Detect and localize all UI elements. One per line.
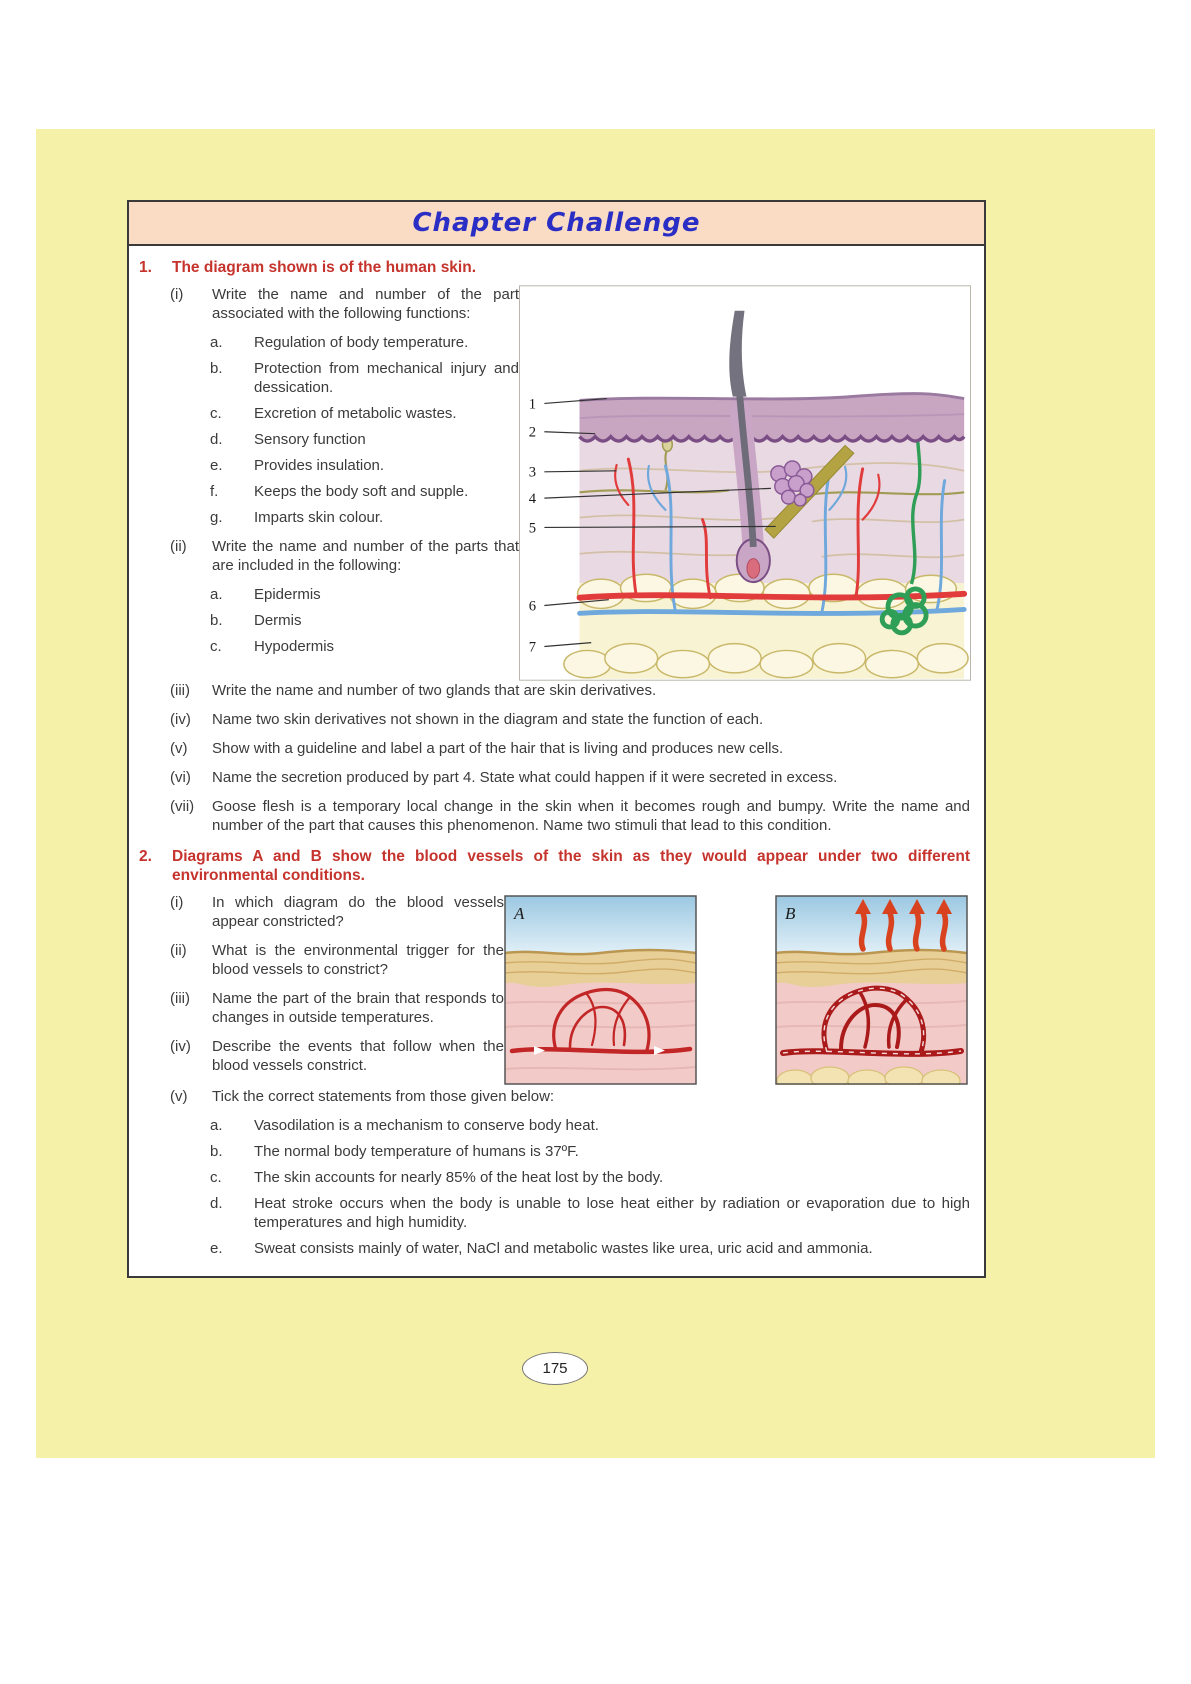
option-text: Excretion of metabolic wastes. bbox=[254, 405, 457, 422]
option-text: The skin accounts for nearly 85% of the heat lost by the body. bbox=[254, 1169, 664, 1186]
skin-surface-band bbox=[776, 950, 967, 987]
q1-item-v bbox=[139, 739, 970, 758]
q2-v-option-c bbox=[139, 1168, 970, 1187]
option-label: d. bbox=[210, 431, 223, 448]
q1-figure-column bbox=[519, 285, 971, 681]
option-text: Heat stroke occurs when the body is unable to lose heat either by radiation or evaporation due to high temperatures and high humidity. bbox=[254, 1195, 970, 1231]
q1-i-option-g bbox=[139, 508, 519, 527]
q2-heading-row bbox=[139, 847, 970, 885]
option-text: Sensory function bbox=[254, 431, 366, 448]
q2-item-ii bbox=[139, 941, 504, 979]
q1-item-vi bbox=[139, 768, 970, 787]
option-label: e. bbox=[210, 457, 223, 474]
item-text: In which diagram do the blood vessels appear constricted? bbox=[212, 894, 504, 930]
item-text: Goose flesh is a temporary local change in the skin when it becomes rough and bumpy. Write the name and number of the part that causes this phenomenon. Name two stimuli that lead to this condition. bbox=[212, 798, 970, 834]
q1-i-option-b bbox=[139, 359, 519, 397]
q1-item-ii bbox=[139, 537, 519, 575]
option-text: Regulation of body temperature. bbox=[254, 334, 469, 351]
option-label: c. bbox=[210, 405, 222, 422]
q1-number: 1. bbox=[139, 259, 152, 276]
q1-item-iv bbox=[139, 710, 970, 729]
option-label: a. bbox=[210, 586, 223, 603]
option-label: b. bbox=[210, 612, 223, 629]
q2-text-column bbox=[139, 893, 504, 1085]
item-label: (iv) bbox=[170, 1038, 191, 1055]
option-label: a. bbox=[210, 334, 223, 351]
q1-i-option-d bbox=[139, 430, 519, 449]
option-label: b. bbox=[210, 360, 223, 377]
q2-v-option-a bbox=[139, 1116, 970, 1135]
option-text: Hypodermis bbox=[254, 638, 335, 655]
q2-v-option-d bbox=[139, 1194, 970, 1232]
option-text: Protection from mechanical injury and dessication. bbox=[254, 360, 519, 396]
option-text: Vasodilation is a mechanism to conserve body heat. bbox=[254, 1117, 599, 1134]
q2-heading: Diagrams A and B show the blood vessels of the skin as they would appear under two different environmental conditions. bbox=[172, 848, 970, 884]
option-label: c. bbox=[210, 638, 222, 655]
item-label: (ii) bbox=[170, 538, 187, 555]
content bbox=[129, 246, 984, 1276]
q1-ii-option-a bbox=[139, 585, 519, 604]
option-text: Sweat consists mainly of water, NaCl and metabolic wastes like urea, uric acid and ammonia. bbox=[254, 1240, 873, 1257]
figure-a-label: A bbox=[514, 904, 525, 923]
skin-label-2: 2 bbox=[528, 424, 537, 441]
figure-b-label: B bbox=[785, 904, 796, 923]
option-label: a. bbox=[210, 1117, 223, 1134]
option-text: Imparts skin colour. bbox=[254, 509, 384, 526]
skin-label-5: 5 bbox=[528, 520, 537, 537]
q2-item-iii bbox=[139, 989, 504, 1027]
item-label: (vi) bbox=[170, 769, 191, 786]
vessels-diagram-b bbox=[775, 895, 968, 1085]
skin-label-3: 3 bbox=[528, 464, 537, 481]
option-text: Provides insulation. bbox=[254, 457, 385, 474]
page-number-badge bbox=[522, 1352, 588, 1385]
sky-background bbox=[505, 896, 696, 956]
banner bbox=[129, 202, 984, 246]
page-number: 175 bbox=[542, 1360, 568, 1377]
q1-ii-option-c bbox=[139, 637, 519, 656]
option-label: g. bbox=[210, 509, 223, 526]
q1-heading: The diagram shown is of the human skin. bbox=[172, 259, 477, 276]
item-label: (v) bbox=[170, 740, 188, 757]
q2-v-option-b bbox=[139, 1142, 970, 1161]
option-label: f. bbox=[210, 483, 219, 500]
q2-figure-column bbox=[504, 893, 968, 1085]
item-text: Write the name and number of two glands that are skin derivatives. bbox=[212, 682, 657, 699]
q2-v-option-e bbox=[139, 1239, 970, 1258]
item-label: (iii) bbox=[170, 990, 190, 1007]
q1-i-option-f bbox=[139, 482, 519, 501]
q1-item-vii bbox=[139, 797, 970, 835]
hair-papilla bbox=[747, 559, 760, 579]
q1-heading-row bbox=[139, 258, 970, 277]
item-text: What is the environmental trigger for the blood vessels to constrict? bbox=[212, 942, 504, 978]
option-label: d. bbox=[210, 1195, 223, 1212]
option-label: c. bbox=[210, 1169, 222, 1186]
item-label: (v) bbox=[170, 1088, 188, 1105]
item-text: Write the name and number of the parts that are included in the following: bbox=[212, 538, 519, 574]
q1-i-option-c bbox=[139, 404, 519, 423]
item-text: Tick the correct statements from those given below: bbox=[212, 1088, 555, 1105]
option-text: The normal body temperature of humans is 37ºF. bbox=[254, 1143, 579, 1160]
item-label: (iv) bbox=[170, 711, 191, 728]
dermis-layer bbox=[580, 432, 965, 586]
item-label: (i) bbox=[170, 894, 184, 911]
item-label: (vii) bbox=[170, 798, 195, 815]
item-text: Name two skin derivatives not shown in the diagram and state the function of each. bbox=[212, 711, 764, 728]
q2-number: 2. bbox=[139, 848, 152, 865]
item-text: Show with a guideline and label a part of the hair that is living and produces new cells. bbox=[212, 740, 784, 757]
q1-ii-option-b bbox=[139, 611, 519, 630]
skin-label-4: 4 bbox=[528, 491, 537, 508]
item-label: (iii) bbox=[170, 682, 190, 699]
item-text: Name the secretion produced by part 4. State what could happen if it were secreted in excess. bbox=[212, 769, 838, 786]
q1-item-iii bbox=[139, 681, 970, 700]
skin-diagram bbox=[519, 285, 971, 681]
chapter-challenge-box bbox=[127, 200, 986, 1278]
item-label: (i) bbox=[170, 286, 184, 303]
q2-columns bbox=[139, 893, 970, 1085]
option-text: Dermis bbox=[254, 612, 302, 629]
q1-i-option-a bbox=[139, 333, 519, 352]
item-text: Write the name and number of the part associated with the following functions: bbox=[212, 286, 519, 322]
option-text: Keeps the body soft and supple. bbox=[254, 483, 469, 500]
option-label: b. bbox=[210, 1143, 223, 1160]
q2-item-i bbox=[139, 893, 504, 931]
vessels-diagram-a bbox=[504, 895, 697, 1085]
q1-text-column bbox=[139, 285, 519, 681]
q2-item-iv bbox=[139, 1037, 504, 1075]
skin-label-7: 7 bbox=[528, 639, 537, 656]
q1-columns bbox=[139, 285, 970, 681]
sky-background bbox=[776, 896, 967, 956]
option-label: e. bbox=[210, 1240, 223, 1257]
q2-item-v bbox=[139, 1087, 970, 1106]
skin-label-1: 1 bbox=[528, 396, 537, 413]
q1-i-option-e bbox=[139, 456, 519, 475]
page-title: Chapter Challenge bbox=[412, 208, 701, 238]
item-text: Name the part of the brain that responds to changes in outside temperatures. bbox=[212, 990, 504, 1026]
skin-surface-band bbox=[505, 950, 696, 987]
item-text: Describe the events that follow when the blood vessels constrict. bbox=[212, 1038, 504, 1074]
item-label: (ii) bbox=[170, 942, 187, 959]
epidermis bbox=[580, 394, 965, 441]
q1-item-i bbox=[139, 285, 519, 323]
option-text: Epidermis bbox=[254, 586, 321, 603]
skin-label-6: 6 bbox=[528, 598, 537, 615]
